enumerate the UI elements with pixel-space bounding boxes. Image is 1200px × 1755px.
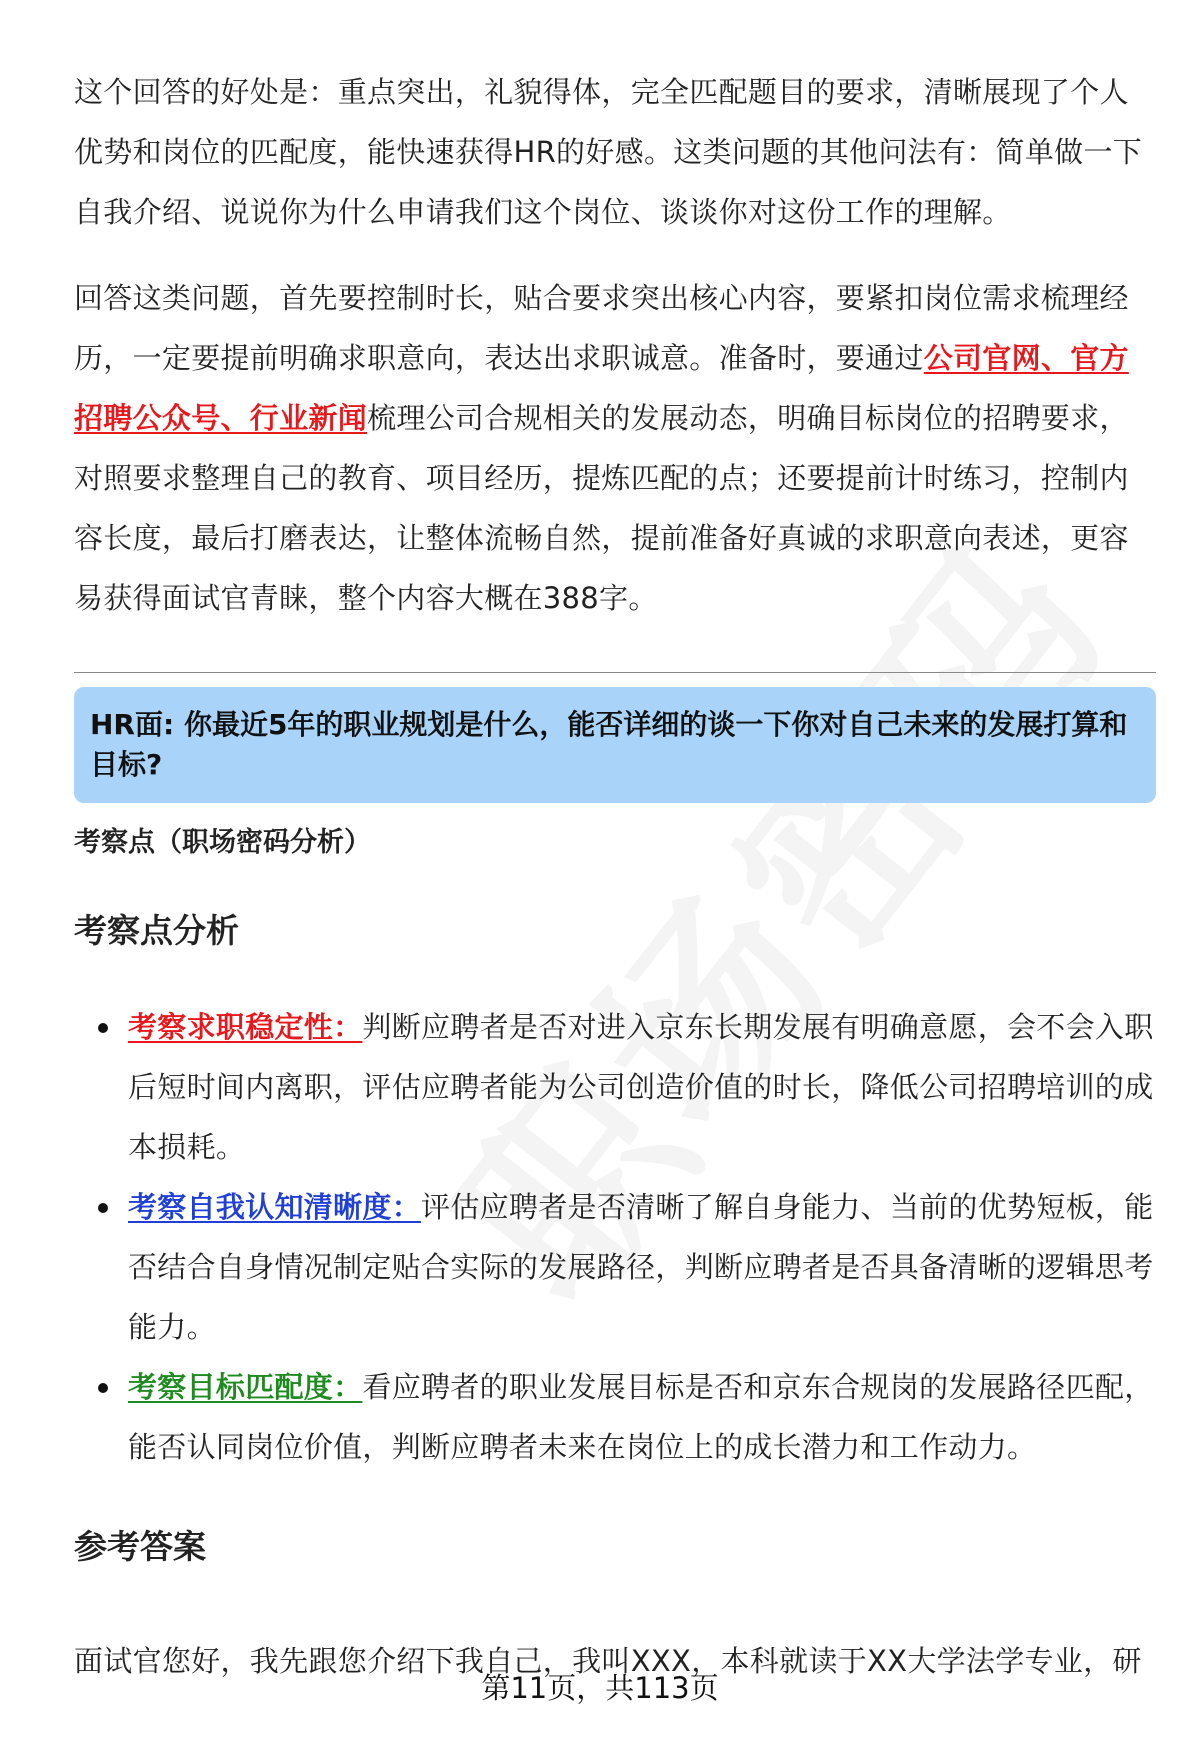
analysis-item-stability — [74, 997, 1156, 1177]
analysis-text-stability: 判断应聘者是否对进入京东长期发展有明确意愿，会不会入职后短时间内离职，评估应聘者能为公司创造价值的时长，降低公司招聘培训的成本损耗。 — [128, 1010, 1154, 1164]
intro-paragraph-2 — [74, 268, 1156, 628]
analysis-heading: 考察点分析 — [74, 911, 239, 950]
answer-text: 面试官您好，我先跟您介绍下我自己，我叫XXX，本科就读于XX大学法学专业，研 — [74, 1644, 1142, 1678]
exam-point-label: 考察点（职场密码分析） — [74, 827, 371, 858]
question-box — [74, 687, 1156, 803]
question-text: HR面: 你最近5年的职业规划是什么，能否详细的谈一下你对自己未来的发展打算和目标? — [90, 708, 1128, 781]
bullet-dot-icon — [98, 1383, 108, 1393]
bullet-dot-icon — [98, 1203, 108, 1213]
sources-highlight: 公司官网、官方招聘公众号、行业新闻 — [74, 341, 1129, 435]
bullet-dot-icon — [98, 1023, 108, 1033]
page-number-footer: 第11页，共113页 — [481, 1671, 719, 1705]
intro-p2-before: 回答这类问题，首先要控制时长，贴合要求突出核心内容，要紧扣岗位需求梳理经历，一定要提前明确求职意向，表达出求职诚意。准备时，要通过 — [74, 281, 1129, 375]
analysis-key-goal-match: 考察目标匹配度： — [128, 1370, 363, 1404]
analysis-text-self-awareness: 评估应聘者是否清晰了解自身能力、当前的优势短板，能否结合自身情况制定贴合实际的发展路径，判断应聘者是否具备清晰的逻辑思考能力。 — [128, 1190, 1154, 1344]
analysis-item-self-awareness — [74, 1177, 1156, 1357]
intro-p2-after: 梳理公司合规相关的发展动态，明确目标岗位的招聘要求，对照要求整理自己的教育、项目经历，提炼匹配的点；还要提前计时练习，控制内容长度，最后打磨表达，让整体流畅自然，提前准备好真诚的求职意向表述，更容易获得面试官青睐，整个内容大概在388字。 — [74, 401, 1129, 615]
answer-heading: 参考答案 — [74, 1527, 206, 1566]
analysis-key-self-awareness: 考察自我认知清晰度： — [128, 1190, 422, 1224]
analysis-text-goal-match: 看应聘者的职业发展目标是否和京东合规岗的发展路径匹配，能否认同岗位价值，判断应聘者未来在岗位上的成长潜力和工作动力。 — [128, 1370, 1154, 1464]
analysis-key-stability: 考察求职稳定性： — [128, 1010, 363, 1044]
document-page — [74, 62, 1156, 1691]
analysis-list — [74, 997, 1156, 1477]
section-divider — [74, 672, 1156, 673]
analysis-item-goal-match — [74, 1357, 1156, 1477]
intro-paragraph-1: 这个回答的好处是：重点突出，礼貌得体，完全匹配题目的要求，清晰展现了个人优势和岗位的匹配度，能快速获得HR的好感。这类问题的其他问法有：简单做一下自我介绍、说说你为什么申请我们这个岗位、谈谈你对这份工作的理解。 — [74, 75, 1143, 229]
